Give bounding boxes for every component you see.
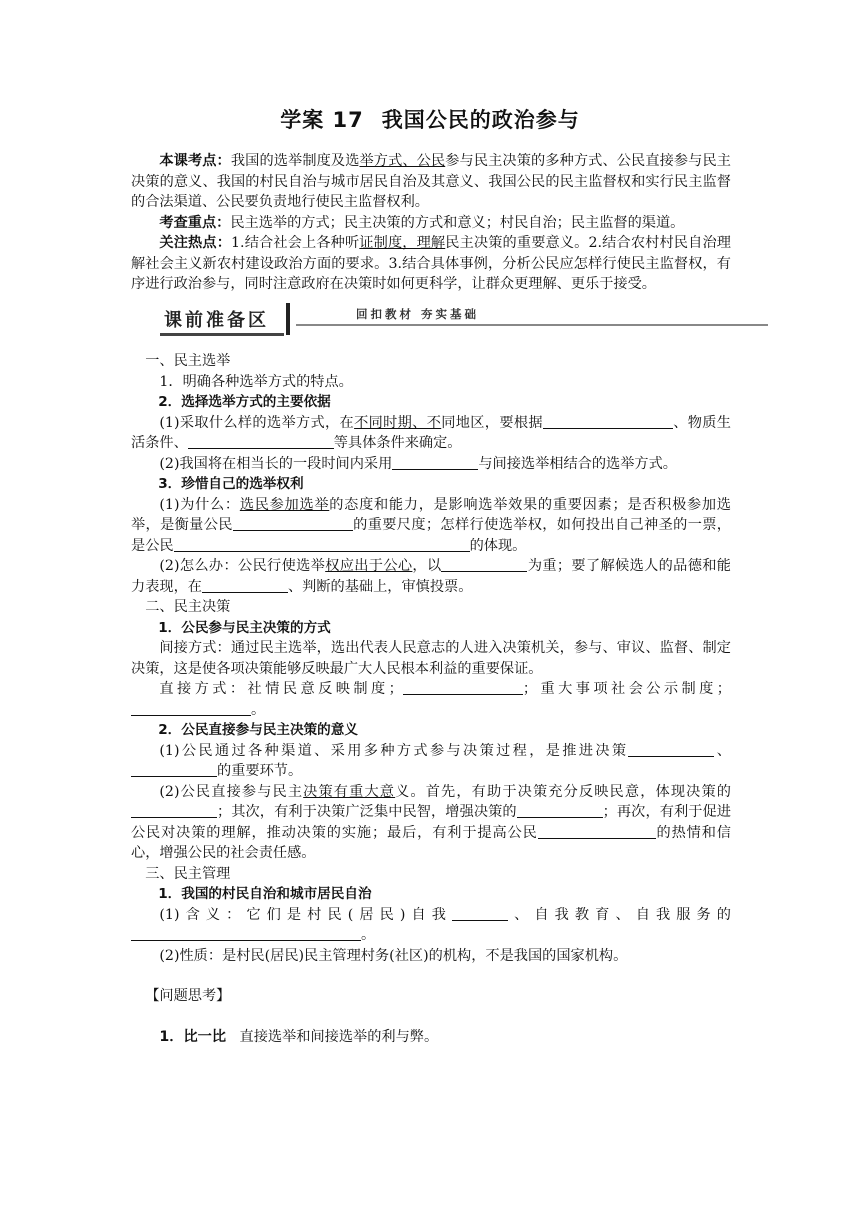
fill-blank — [202, 578, 288, 593]
intro-zhongdian: 考查重点：民主选举的方式；民主决策的方式和意义；村民自治；民主监督的渠道。 — [159, 214, 685, 231]
subsection-heading: 3．珍惜自己的选举权利 — [158, 476, 304, 492]
subsection-heading: 1．我国的村民自治和城市居民自治 — [158, 886, 372, 902]
question-item: 1．比一比 直接选举和间接选举的利与弊。 — [159, 1028, 439, 1045]
paragraph: (2)性质：是村民(居民)民主管理村务(社区)的机构，不是我国的国家机构。 — [159, 947, 628, 964]
banner-label: 课前准备区 — [164, 310, 269, 331]
section-heading: 二、民主决策 — [145, 599, 231, 615]
subsection-heading: 2．公民直接参与民主决策的意义 — [158, 722, 358, 738]
main-content — [131, 351, 731, 1047]
subsection-heading: 1．公民参与民主决策的方式 — [158, 619, 331, 636]
paragraph: 间接方式：通过民主选举，选出代表人民意志的人进入决策机关，参与、审议、监督、制定决策，这是使各项决策能够反映最广大人民根本利益的重要保证。 — [131, 640, 731, 677]
section-heading: 三、民主管理 — [145, 865, 231, 882]
paragraph: (1)采取什么样的选举方式，在不同时期、不同地区，要根据 、物质生活条件、 等具体条件来确定。 — [131, 414, 731, 451]
fill-blank — [188, 434, 334, 449]
fill-blank — [543, 414, 673, 429]
paragraph: (1)为什么：选民参加选举的态度和能力，是影响选举效果的重要因素；是否积极参加选举，是衡量公民 的重要尺度；怎样行使选举权，如何投出自己神圣的一票，是公民 的体现。 — [131, 496, 731, 554]
fill-blank — [131, 701, 251, 716]
fill-blank — [131, 926, 361, 941]
banner-tag: 回扣教材 夯实基础 — [356, 307, 480, 321]
fill-blank — [628, 742, 714, 757]
paragraph: 直接方式：社情民意反映制度； ；重大事项社会公示制度；。 — [131, 679, 731, 720]
fill-blank — [131, 803, 217, 818]
subsection-heading: 2．选择选举方式的主要依据 — [158, 394, 331, 410]
intro-kaodian: 本课考点：我国的选举制度及选举方式、公民参与民主决策的多种方式、公民直接参与民主决策的意义、我国的村民自治与城市居民自治及其意义、我国公民的民主监督权和实行民主监督的合法渠道、公民要负责地行使民主监督权利。 — [131, 153, 731, 210]
fill-blank — [452, 906, 508, 921]
fill-blank — [441, 557, 527, 572]
intro-redian: 关注热点：1.结合社会上各种听证制度，理解民主决策的重要意义。2.结合农村村民自治理解社会主义新农村建设政治方面的要求。3.结合具体事例，分析公民应怎样行使民主监督权，有序进行政治参与，同时注意政府在决策时如何更科学，让群众更理解、更乐于接受。 — [131, 235, 731, 292]
section-banner — [160, 303, 768, 337]
paragraph: (2)公民直接参与民主决策有重大意义。首先，有助于决策充分反映民意，体现决策的；其次，有利于决策广泛集中民智，增强决策的 ；再次，有利于促进公民对决策的理解，推动决策的实施；最后，有利于提高公民 的热情和信心，增强公民的社会责任感。 — [131, 783, 731, 861]
list-item: 1．明确各种选举方式的特点。 — [159, 373, 353, 390]
paragraph: (2)怎么办：公民行使选举权应出于公心，以 为重；要了解候选人的品德和能力表现，在 、判断的基础上，审慎投票。 — [131, 558, 731, 595]
fill-blank — [233, 516, 353, 531]
intro-section — [131, 151, 731, 295]
fill-blank — [538, 824, 656, 839]
fill-blank — [392, 455, 478, 470]
page-title: 学案 17 我国公民的政治参与 — [280, 108, 580, 132]
section-heading: 一、民主选举 — [145, 353, 231, 369]
fill-blank — [131, 762, 217, 777]
fill-blank — [174, 537, 470, 552]
paragraph: (1)含义：它们是村民(居民)自我 、自我教育、自我服务的。 — [131, 905, 731, 946]
paragraph: (1)公民通过各种渠道、采用多种方式参与决策过程，是推进决策 、的重要环节。 — [131, 741, 731, 782]
paragraph: (2)我国将在相当长的一段时间内采用 与间接选举相结合的选举方式。 — [159, 455, 677, 472]
fill-blank — [403, 680, 523, 695]
fill-blank — [517, 803, 603, 818]
question-heading: 【问题思考】 — [145, 988, 231, 1004]
